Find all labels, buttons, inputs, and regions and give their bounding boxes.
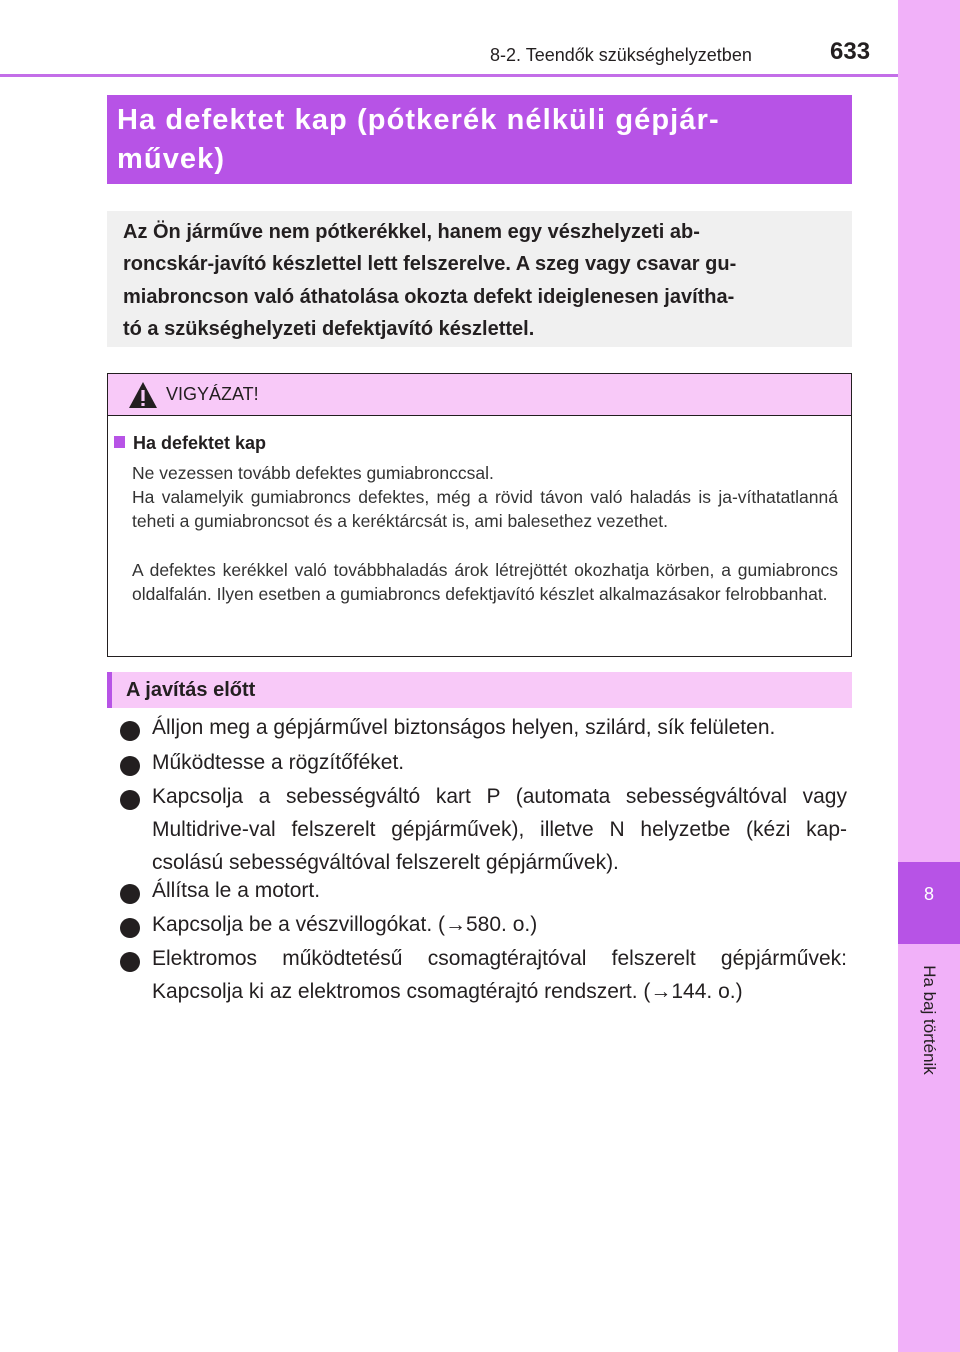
running-header-section: 8-2. Teendők szükséghelyzetben [490,45,752,65]
chapter-number-box [898,862,960,944]
section-heading: A javítás előtt [126,679,256,701]
bullet-dot-icon [120,952,140,972]
warning-triangle-icon [128,381,158,409]
caution-header [108,374,851,416]
section-heading-bar [107,672,852,708]
page-title-line-1: Ha defektet kap (pótkerék nélküli gépjár- [117,104,720,136]
bullet-dot-icon [120,918,140,938]
caution-paragraph-1: Ne vezessen tovább defektes gumiabronccsal. [132,463,494,483]
caution-paragraph-2: Ha valamelyik gumiabroncs defektes, még a rövid távon való haladás is ja-víthatatlanná teheti a gumiabroncsot és a keréktárcsát is, ami balesethez vezethet. [132,487,838,532]
chapter-side-tab [898,0,960,1352]
list-item-text: Álljon meg a gépjárművel biztonságos helyen, szilárd, sík felületen. [152,716,776,739]
chapter-label: Ha baj történik [920,965,939,1075]
square-marker-icon [114,436,125,448]
intro-line: tó a szükséghelyzeti defektjavító készlettel. [123,318,535,341]
bullet-dot-icon [120,884,140,904]
intro-line: Az Ön járműve nem pótkerékkel, hanem egy vészhelyzeti ab- [123,221,700,243]
caution-box [107,373,852,657]
list-item-text: Kapcsolja be a vészvillogókat. (→580. o.) [152,913,538,936]
list-item-text: Működtesse a rögzítőféket. [152,751,405,774]
caution-title: VIGYÁZAT! [166,384,259,404]
bullet-dot-icon [120,756,140,776]
list-item-text: Állítsa le a motort. [152,879,321,902]
intro-line: roncskár-javító készlettel lett felszerelve. A szeg vagy csavar gu- [123,253,737,276]
bullet-dot-icon [120,790,140,810]
page-title-line-2: művek) [117,143,226,175]
bullet-dot-icon [120,721,140,741]
list-item-text: Kapcsolja a sebességváltó kart P (automata sebességváltóval vagy Multidrive-val felszerelt gépjárművek), illetve N helyzetbe (kézi kap-csolású sebességváltóval felszerelt gépjárművek). [152,785,847,874]
header-rule [0,74,898,77]
chapter-number: 8 [923,884,934,904]
caution-paragraph-3: A defektes kerékkel való továbbhaladás árok létrejöttét okozhatja körben, a gumiabroncs oldalfalán. Ilyen esetben a gumiabroncs defektjavító készlet alkalmazásakor felrobbanhat. [132,560,838,605]
caution-subheading: Ha defektet kap [133,433,267,453]
intro-line: miabroncson való áthatolása okozta defekt ideiglenesen javítha- [123,285,735,308]
page-number: 633 [830,38,871,65]
intro-summary-box [107,211,852,347]
list-item-text: Elektromos működtetésű csomagtérajtóval felszerelt gépjárművek: Kapcsolja ki az elektromos csomagtérajtó rendszert. (→144. o.) [152,947,847,1003]
page-title [107,95,852,184]
